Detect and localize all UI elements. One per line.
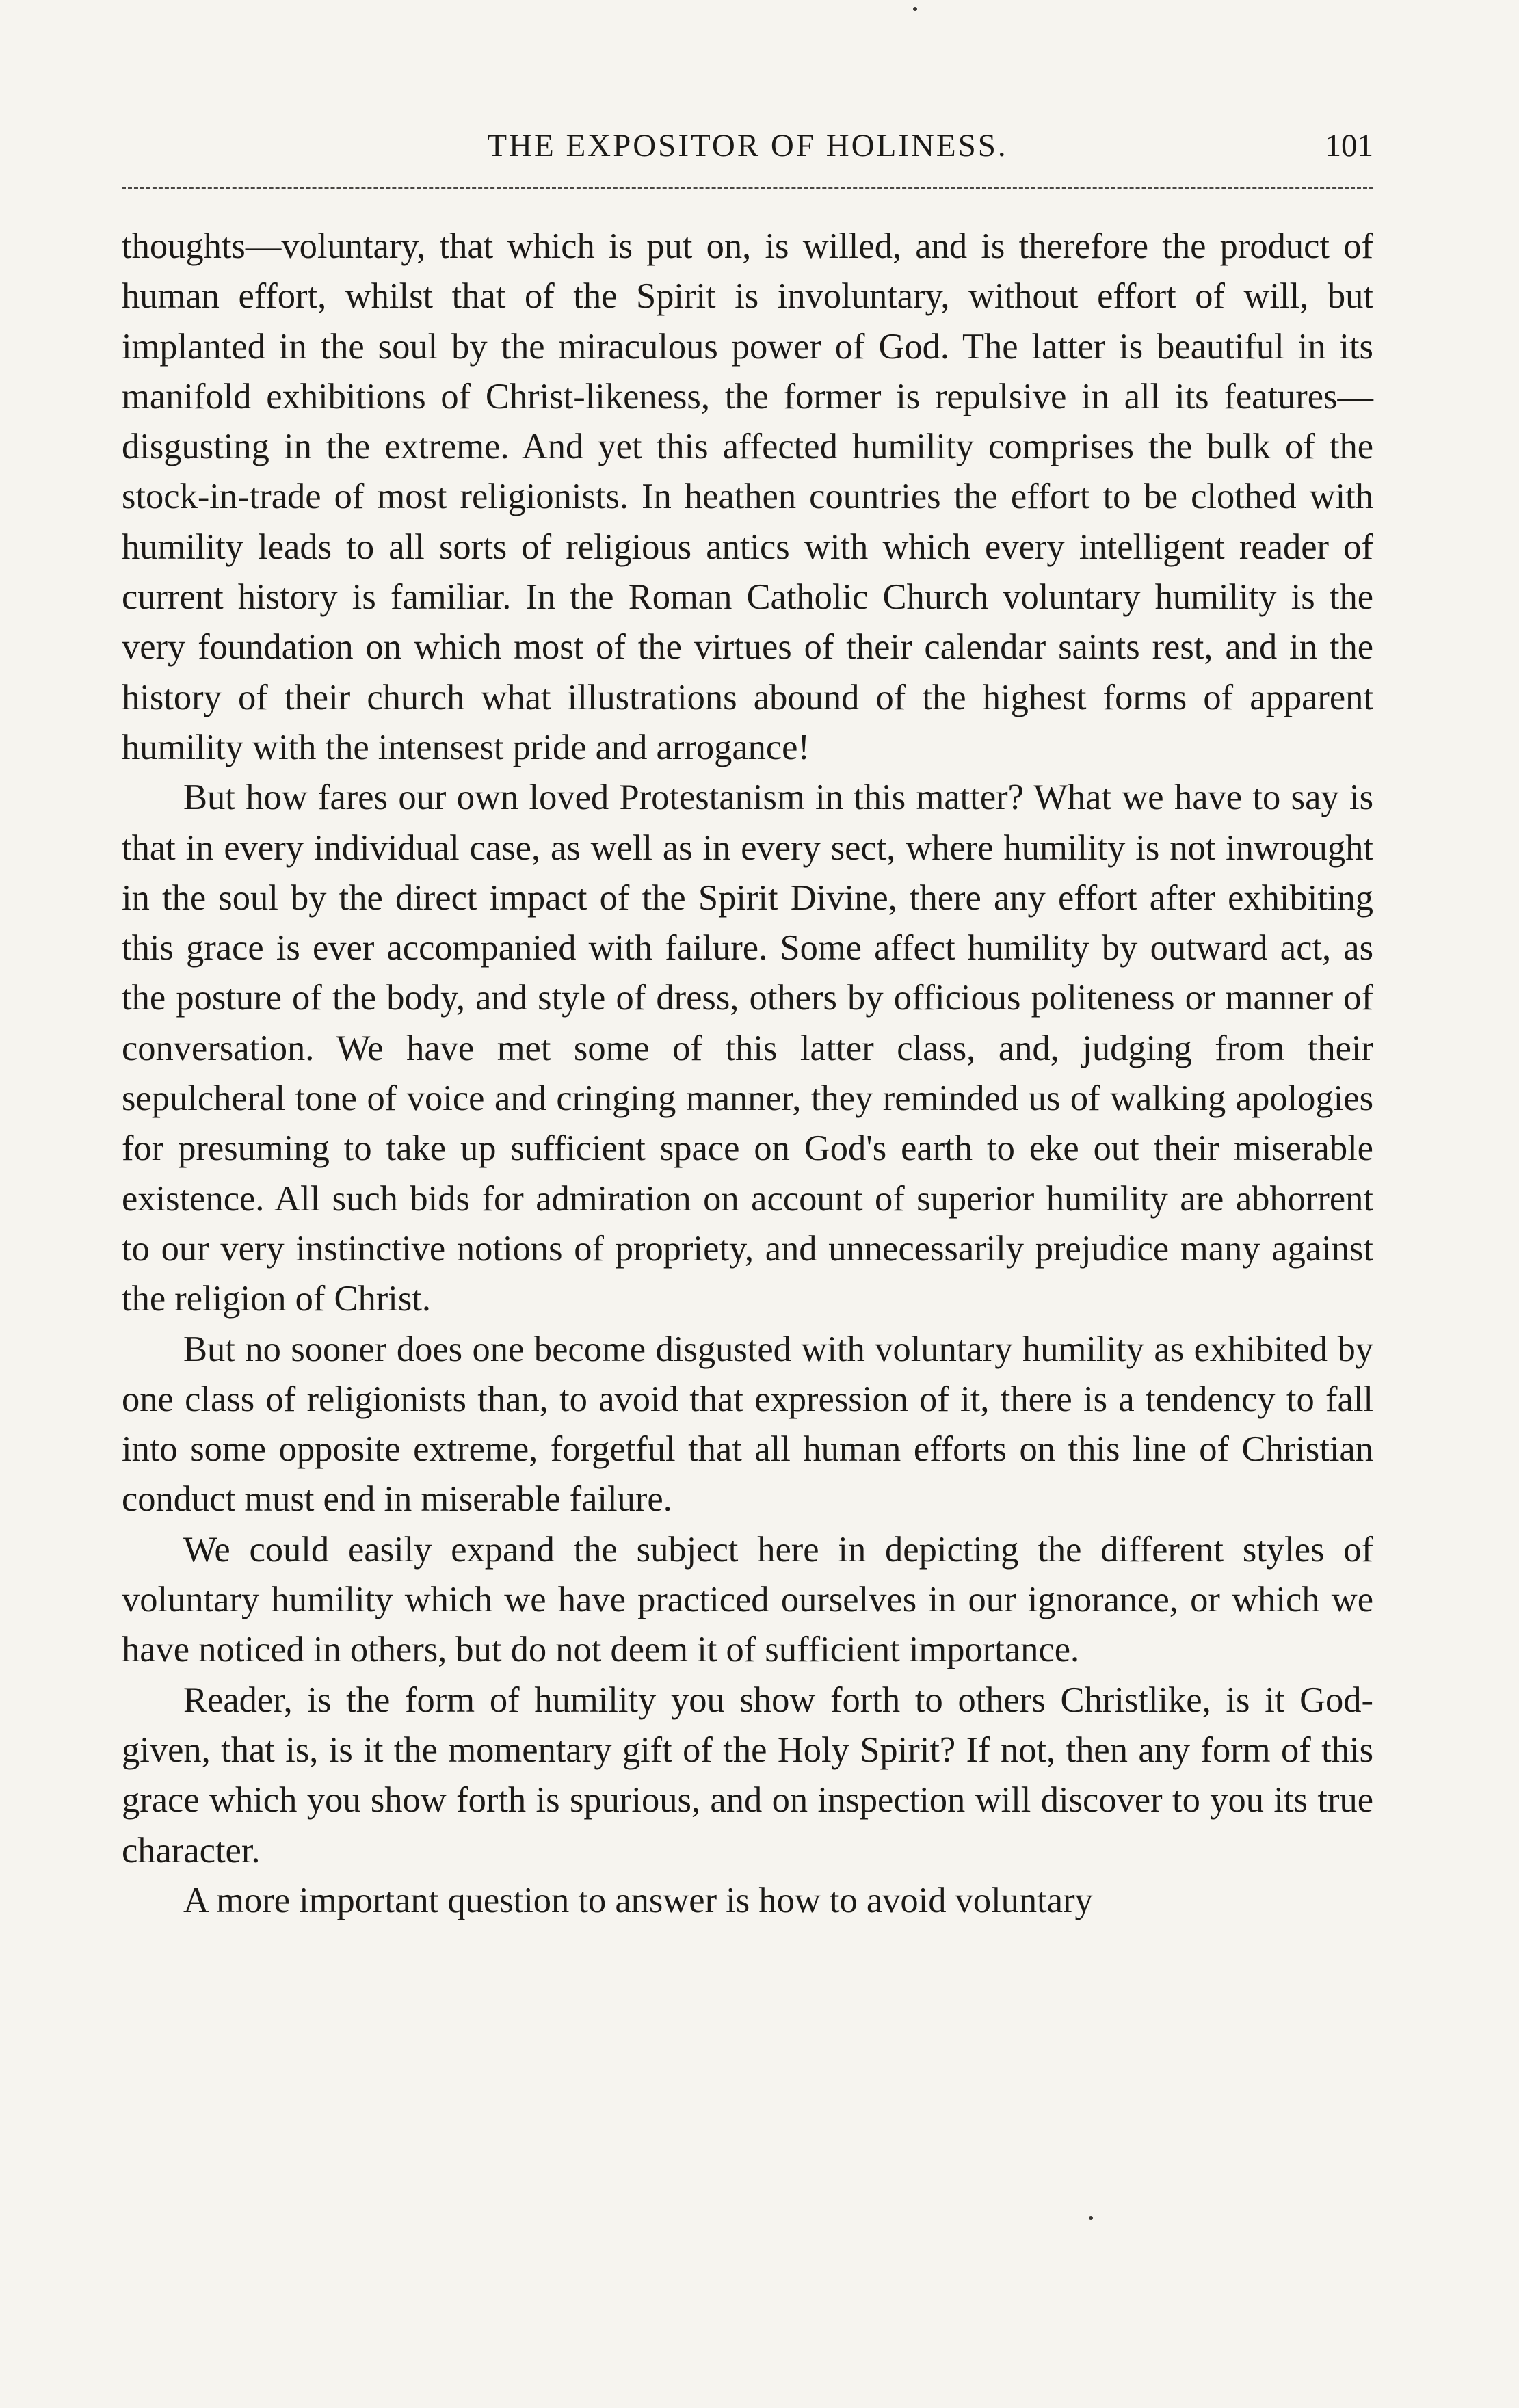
paragraph: We could easily expand the subject here in depicting the different styles of voluntary humility which we have practiced ourselves in our ignorance, or which we have noticed in others, but do not deem it of sufficient importance. xyxy=(122,1529,1373,1670)
paragraph-continued: thoughts—voluntary, that which is put on, is willed, and is therefore the product of human effort, whilst that of the Spirit is involuntary, without effort of will, but implanted in the soul by the miraculous power of God. The latter is beautiful in its manifold exhibitions of Christ-likeness, the former is repulsive in all its features—disgusting in the extreme. And yet this affected humility comprises the bulk of the stock-in-trade of most religionists. In heathen countries the effort to be clothed with humility leads to all sorts of religious antics with which every intelligent reader of current history is familiar. In the Roman Catholic Church voluntary humility is the very foundation on which most of the virtues of their calendar saints rest, and in the history of their church what illustrations abound of the highest forms of apparent humility with the intensest pride and arrogance! xyxy=(122,226,1373,767)
paragraph: But how fares our own loved Protestanism in this matter? What we have to say is that in every individual case, as well as in every sect, where humility is not inwrought in the soul by the direct impact of the Spirit Divine, there any effort after exhibiting this grace is ever accompanied with failure. Some affect humility by outward act, as the posture of the body, and style of dress, others by officious politeness or manner of conversation. We have met some of this latter class, and, judging from their sepulcheral tone of voice and cringing manner, they reminded us of walking apologies for presuming to take up sufficient space on God's earth to eke out their miserable existence. All such bids for admiration on account of superior humility are abhorrent to our very instinctive notions of propriety, and unnecessarily prejudice many against the religion of Christ. xyxy=(122,778,1373,1319)
speck-bottom xyxy=(1089,2216,1093,2220)
speck-top xyxy=(913,7,917,11)
paragraph: But no sooner does one become disgusted with voluntary humility as exhibited by one class of religionists than, to avoid that expression of it, there is a tendency to fall into some opposite extreme, forgetful that all human efforts on this line of Christian conduct must end in miserable failure. xyxy=(122,1329,1373,1520)
page-header xyxy=(122,116,1373,171)
page xyxy=(122,116,1373,1926)
paragraph: Reader, is the form of humility you show forth to others Christlike, is it God-given, that is, is it the momentary gift of the Holy Spirit? If not, then any form of this grace which you show forth is spurious, and on inspection will discover to you its true character. xyxy=(122,1680,1373,1870)
body-text xyxy=(122,171,1373,1926)
paragraph-final: A more important question to answer is how to avoid voluntary xyxy=(183,1880,1093,1920)
page-number: 101 xyxy=(1325,128,1373,163)
running-title: THE EXPOSITOR OF HOLINESS. xyxy=(487,128,1008,163)
header-rule xyxy=(122,187,1373,189)
